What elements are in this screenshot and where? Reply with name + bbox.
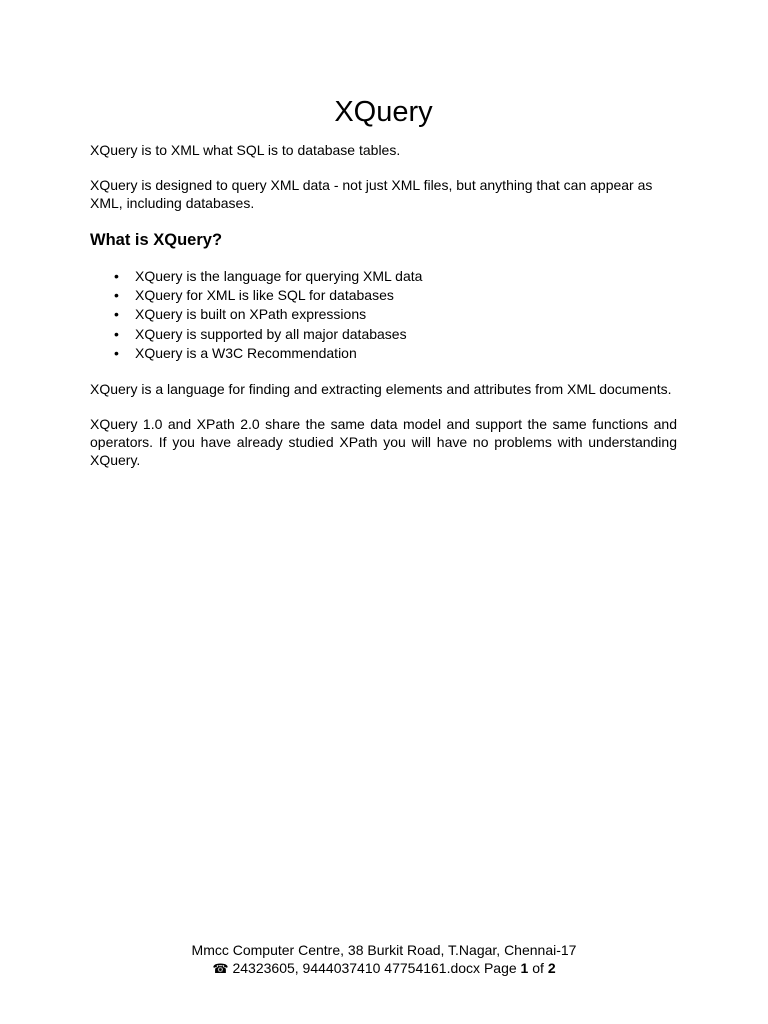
list-item-text: XQuery is a W3C Recommendation	[135, 344, 357, 361]
page-footer	[0, 941, 768, 978]
list-item-text: XQuery is built on XPath expressions	[135, 306, 367, 323]
phone-icon: ☎	[212, 961, 229, 976]
page-label: Page	[483, 960, 517, 976]
footer-address: Mmcc Computer Centre, 38 Burkit Road, T.Nagar, Chennai-17	[191, 942, 577, 958]
section-heading: What is XQuery?	[90, 231, 223, 249]
bullet-icon: •	[114, 325, 119, 342]
of-label: of	[532, 960, 544, 976]
page-title: XQuery	[334, 96, 433, 128]
intro-paragraph-2: XQuery is designed to query XML data - not just XML files, but anything that can appear as XML, including databases.	[90, 177, 653, 211]
page-current: 1	[520, 960, 529, 976]
footer-phones-file: 24323605, 9444037410 47754161.docx	[232, 960, 481, 976]
bullet-icon: •	[114, 344, 119, 361]
bullet-icon: •	[114, 306, 119, 323]
list-item	[90, 286, 677, 305]
page-total: 2	[547, 960, 556, 976]
list-item	[90, 305, 677, 324]
bullet-icon: •	[114, 287, 119, 304]
body-paragraph-2: XQuery 1.0 and XPath 2.0 share the same data model and support the same functions and operators. If you have already studied XPath you will have no problems with understanding XQuery.	[90, 416, 677, 469]
bullet-list	[90, 267, 677, 363]
bullet-icon: •	[114, 268, 119, 284]
list-item-text: XQuery is the language for querying XML data	[135, 268, 423, 284]
footer-contact-line	[0, 959, 768, 978]
document-body	[90, 94, 677, 486]
list-item-text: XQuery for XML is like SQL for databases	[135, 287, 394, 304]
list-item-text: XQuery is supported by all major databases	[135, 325, 407, 342]
list-item	[90, 344, 677, 363]
intro-paragraph-1: XQuery is to XML what SQL is to database tables.	[90, 142, 401, 158]
body-paragraph-1: XQuery is a language for finding and extracting elements and attributes from XML documents.	[90, 381, 672, 398]
list-item	[90, 325, 677, 344]
list-item	[90, 267, 677, 286]
